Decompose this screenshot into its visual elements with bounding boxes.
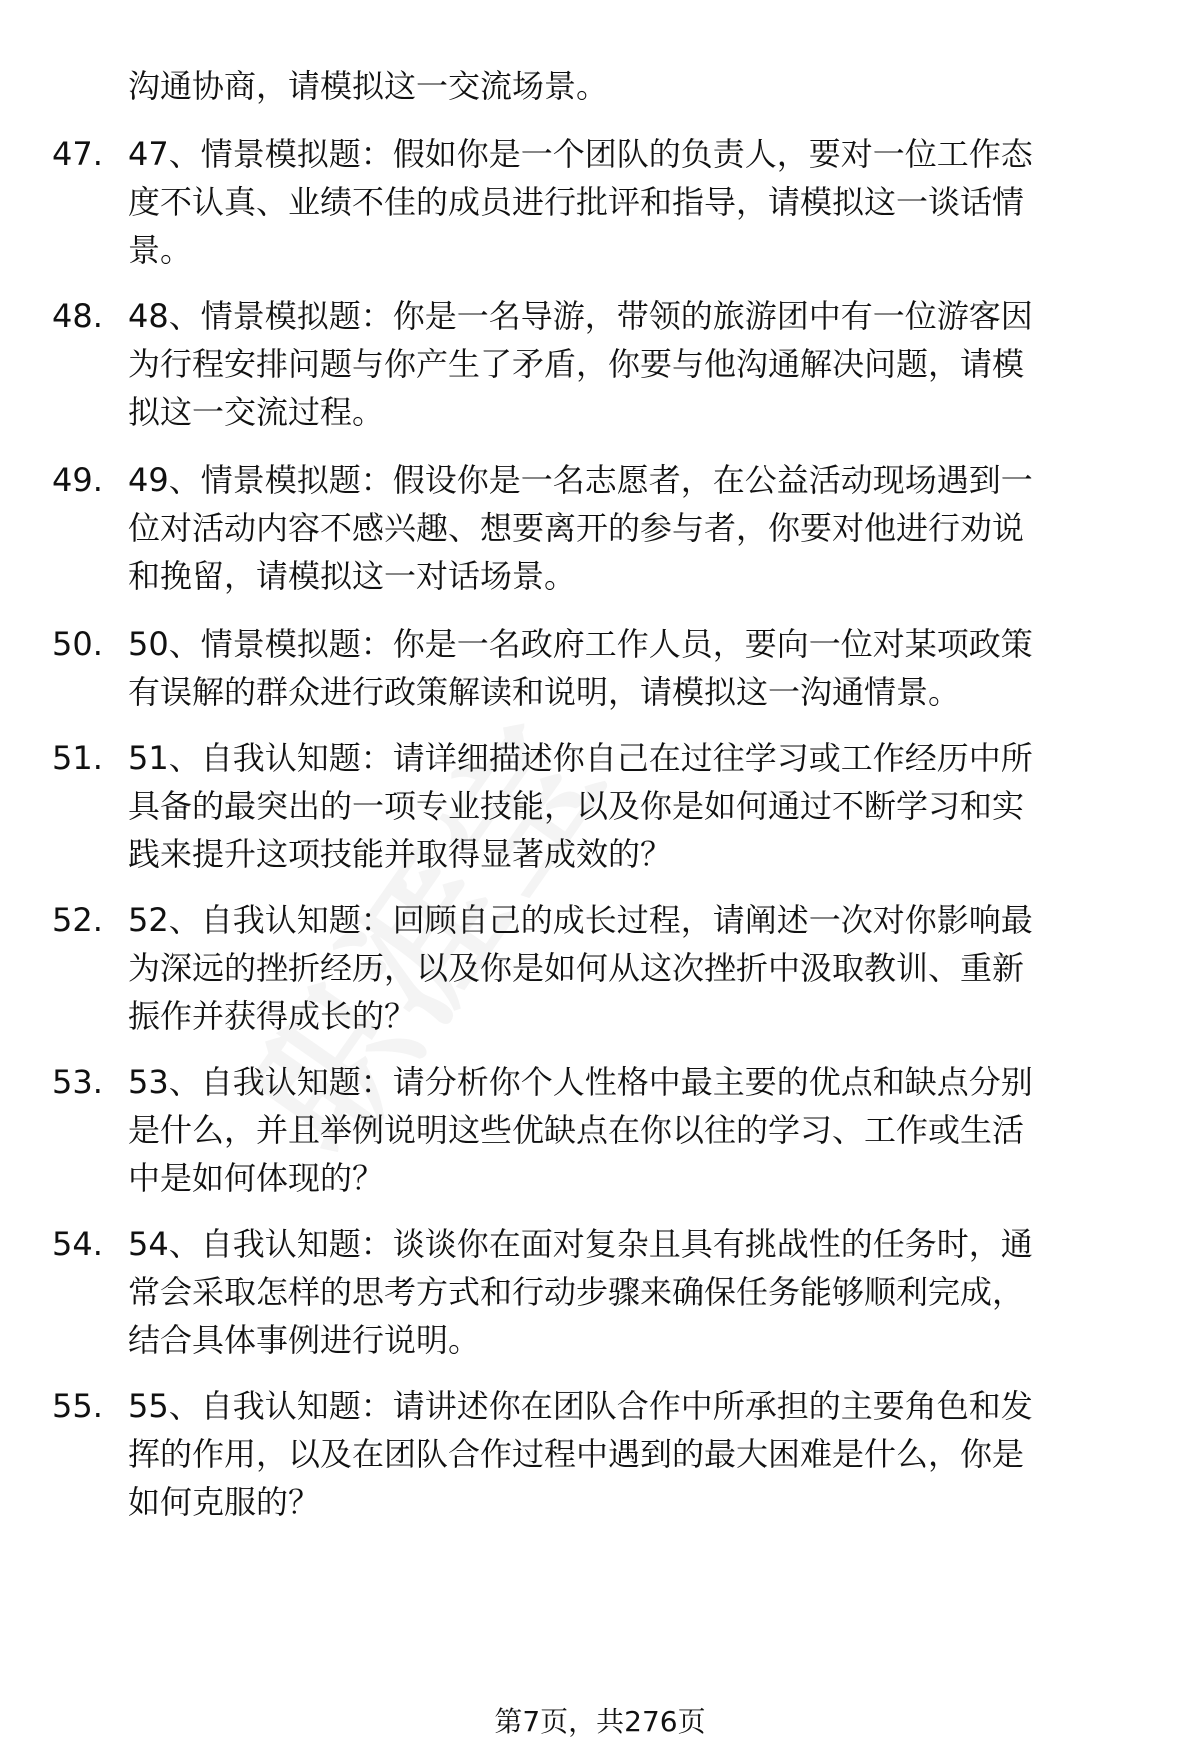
question-line: 是什么，并且举例说明这些优缺点在你以往的学习、工作或生活 [128,1111,1025,1149]
question-line: 结合具体事例进行说明。 [128,1321,481,1359]
question-text [128,734,1148,878]
question-number: 55. [52,1387,103,1425]
question-line: 中是如何体现的？ [128,1159,385,1197]
question-line: 53、自我认知题：请分析你个人性格中最主要的优点和缺点分别 [128,1063,1033,1101]
continuation-text: 沟通协商，请模拟这一交流场景。 [128,67,609,105]
question-line: 为深远的挫折经历，以及你是如何从这次挫折中汲取教训、重新 [128,949,1025,987]
question-line: 位对活动内容不感兴趣、想要离开的参与者，你要对他进行劝说 [128,509,1025,547]
question-text [128,1058,1148,1202]
question-number: 53. [52,1063,103,1101]
question-number: 51. [52,739,103,777]
question-text [128,1220,1148,1364]
question-number: 48. [52,297,103,335]
question-text [128,456,1148,600]
question-text [128,130,1148,274]
question-number: 49. [52,461,103,499]
question-line: 挥的作用，以及在团队合作过程中遇到的最大困难是什么，你是 [128,1435,1025,1473]
question-line: 52、自我认知题：回顾自己的成长过程，请阐述一次对你影响最 [128,901,1033,939]
question-line: 和挽留，请模拟这一对话场景。 [128,557,577,595]
question-line: 51、自我认知题：请详细描述你自己在过往学习或工作经历中所 [128,739,1033,777]
question-line: 55、自我认知题：请讲述你在团队合作中所承担的主要角色和发 [128,1387,1033,1425]
question-line: 49、情景模拟题：假设你是一名志愿者，在公益活动现场遇到一 [128,461,1033,499]
question-number: 50. [52,625,103,663]
question-number: 52. [52,901,103,939]
question-line: 振作并获得成长的？ [128,997,417,1035]
question-line: 度不认真、业绩不佳的成员进行批评和指导，请模拟这一谈话情 [128,183,1025,221]
question-line: 48、情景模拟题：你是一名导游，带领的旅游团中有一位游客因 [128,297,1033,335]
page-footer: 第7页，共276页 [494,1705,706,1738]
question-line: 50、情景模拟题：你是一名政府工作人员，要向一位对某项政策 [128,625,1033,663]
question-line: 践来提升这项技能并取得显著成效的？ [128,835,673,873]
question-line: 景。 [128,231,193,269]
question-text [128,620,1148,716]
question-line: 有误解的群众进行政策解读和说明，请模拟这一沟通情景。 [128,673,961,711]
question-line: 如何克服的？ [128,1483,321,1521]
question-line: 具备的最突出的一项专业技能，以及你是如何通过不断学习和实 [128,787,1025,825]
question-text [128,1382,1148,1526]
question-line: 47、情景模拟题：假如你是一个团队的负责人，要对一位工作态 [128,135,1033,173]
question-line: 拟这一交流过程。 [128,393,385,431]
question-line: 为行程安排问题与你产生了矛盾，你要与他沟通解决问题，请模 [128,345,1025,383]
question-text [128,292,1148,436]
question-text [128,896,1148,1040]
question-number: 47. [52,135,103,173]
question-line: 常会采取怎样的思考方式和行动步骤来确保任务能够顺利完成， [128,1273,1025,1311]
question-number: 54. [52,1225,103,1263]
question-line: 54、自我认知题：谈谈你在面对复杂且具有挑战性的任务时，通 [128,1225,1033,1263]
